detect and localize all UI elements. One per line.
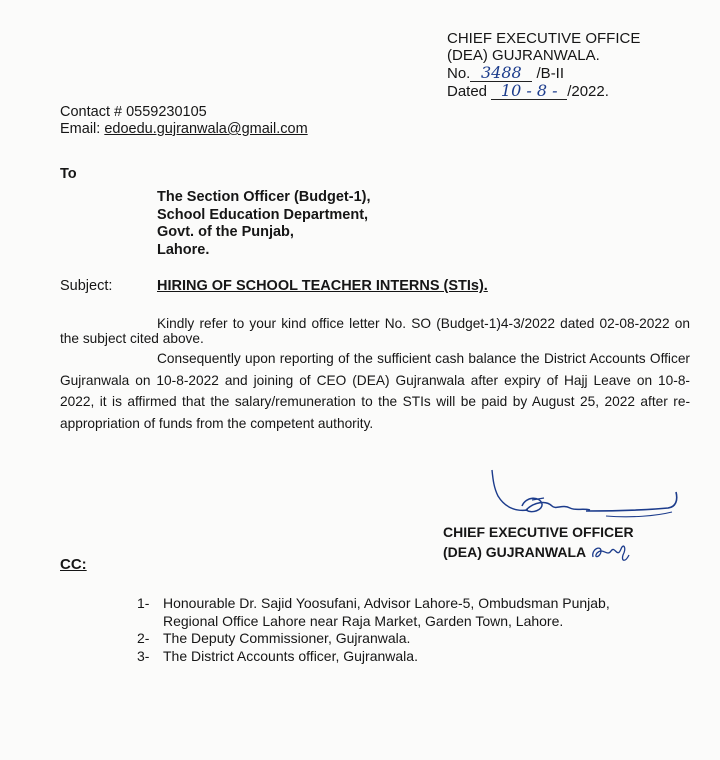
contact-phone: Contact # 0559230105 xyxy=(60,104,207,120)
addressee-line: School Education Department, xyxy=(157,206,369,223)
cc-list xyxy=(137,595,657,665)
office-header xyxy=(447,30,640,100)
cc-list-item xyxy=(137,595,657,630)
to-label: To xyxy=(60,166,77,182)
handwritten-date: 10 - 8 - xyxy=(491,82,567,100)
cc-item-number: 3- xyxy=(137,647,150,664)
signatory-office-line xyxy=(443,541,634,563)
contact-block xyxy=(60,104,308,138)
letter-number xyxy=(447,64,640,82)
letter-date xyxy=(447,82,640,100)
initials-scribble xyxy=(589,541,631,563)
body-paragraph-2: Consequently upon reporting of the sufficient cash balance the District Accounts Officer Gujranwala on 10-8-2022 and joining of CEO (DEA) Gujranwala after expiry of Hajj Leave on 10-8-2022, it is affirmed that the salary/remuneration to the STIs will be paid by August 25, 2022 after re-appropriation of funds from the competent authority. xyxy=(60,351,690,431)
dated-suffix: /2022. xyxy=(567,83,609,100)
cc-item-text: The District Accounts officer, Gujranwala. xyxy=(163,647,418,664)
addressee-line: The Section Officer (Budget-1), xyxy=(157,189,371,205)
cc-item-number: 2- xyxy=(137,630,150,646)
dated-label: Dated xyxy=(447,83,488,100)
handwritten-number: 3488 xyxy=(470,64,532,82)
subject-text: HIRING OF SCHOOL TEACHER INTERNS (STIs). xyxy=(157,278,488,294)
addressee-block xyxy=(157,189,371,259)
cc-item-text: The Deputy Commissioner, Gujranwala. xyxy=(163,630,411,646)
cc-item-text: Honourable Dr. Sajid Yoosufani, Advisor Lahore-5, Ombudsman Punjab, Regional Office Lahore near Raja Market, Garden Town, Lahore. xyxy=(163,595,610,629)
body-paragraph-1: Kindly refer to your kind office letter No. SO (Budget-1)4-3/2022 dated 02-08-2022 on the subject cited above. xyxy=(60,316,690,346)
cc-list-item xyxy=(137,630,657,648)
signature-scribble xyxy=(486,466,686,526)
cc-item-number: 1- xyxy=(137,595,150,611)
addressee-line: Lahore. xyxy=(157,241,210,258)
number-label: No. xyxy=(447,65,471,82)
signatory-title: CHIEF EXECUTIVE OFFICER xyxy=(443,524,634,540)
office-name: CHIEF EXECUTIVE OFFICE xyxy=(447,30,641,47)
signatory-office: (DEA) GUJRANWALA xyxy=(443,544,586,560)
cc-label: CC: xyxy=(60,556,87,573)
subject-label: Subject: xyxy=(60,278,113,294)
addressee-line: Govt. of the Punjab, xyxy=(157,224,294,240)
cc-list-item xyxy=(137,648,657,666)
signature-block xyxy=(443,523,634,563)
number-suffix: /B-II xyxy=(536,65,565,82)
office-location: (DEA) GUJRANWALA. xyxy=(447,47,600,64)
email-link[interactable]: edoedu.gujranwala@gmail.com xyxy=(104,121,308,137)
email-label: Email: xyxy=(60,121,105,137)
contact-email-line xyxy=(60,121,308,138)
